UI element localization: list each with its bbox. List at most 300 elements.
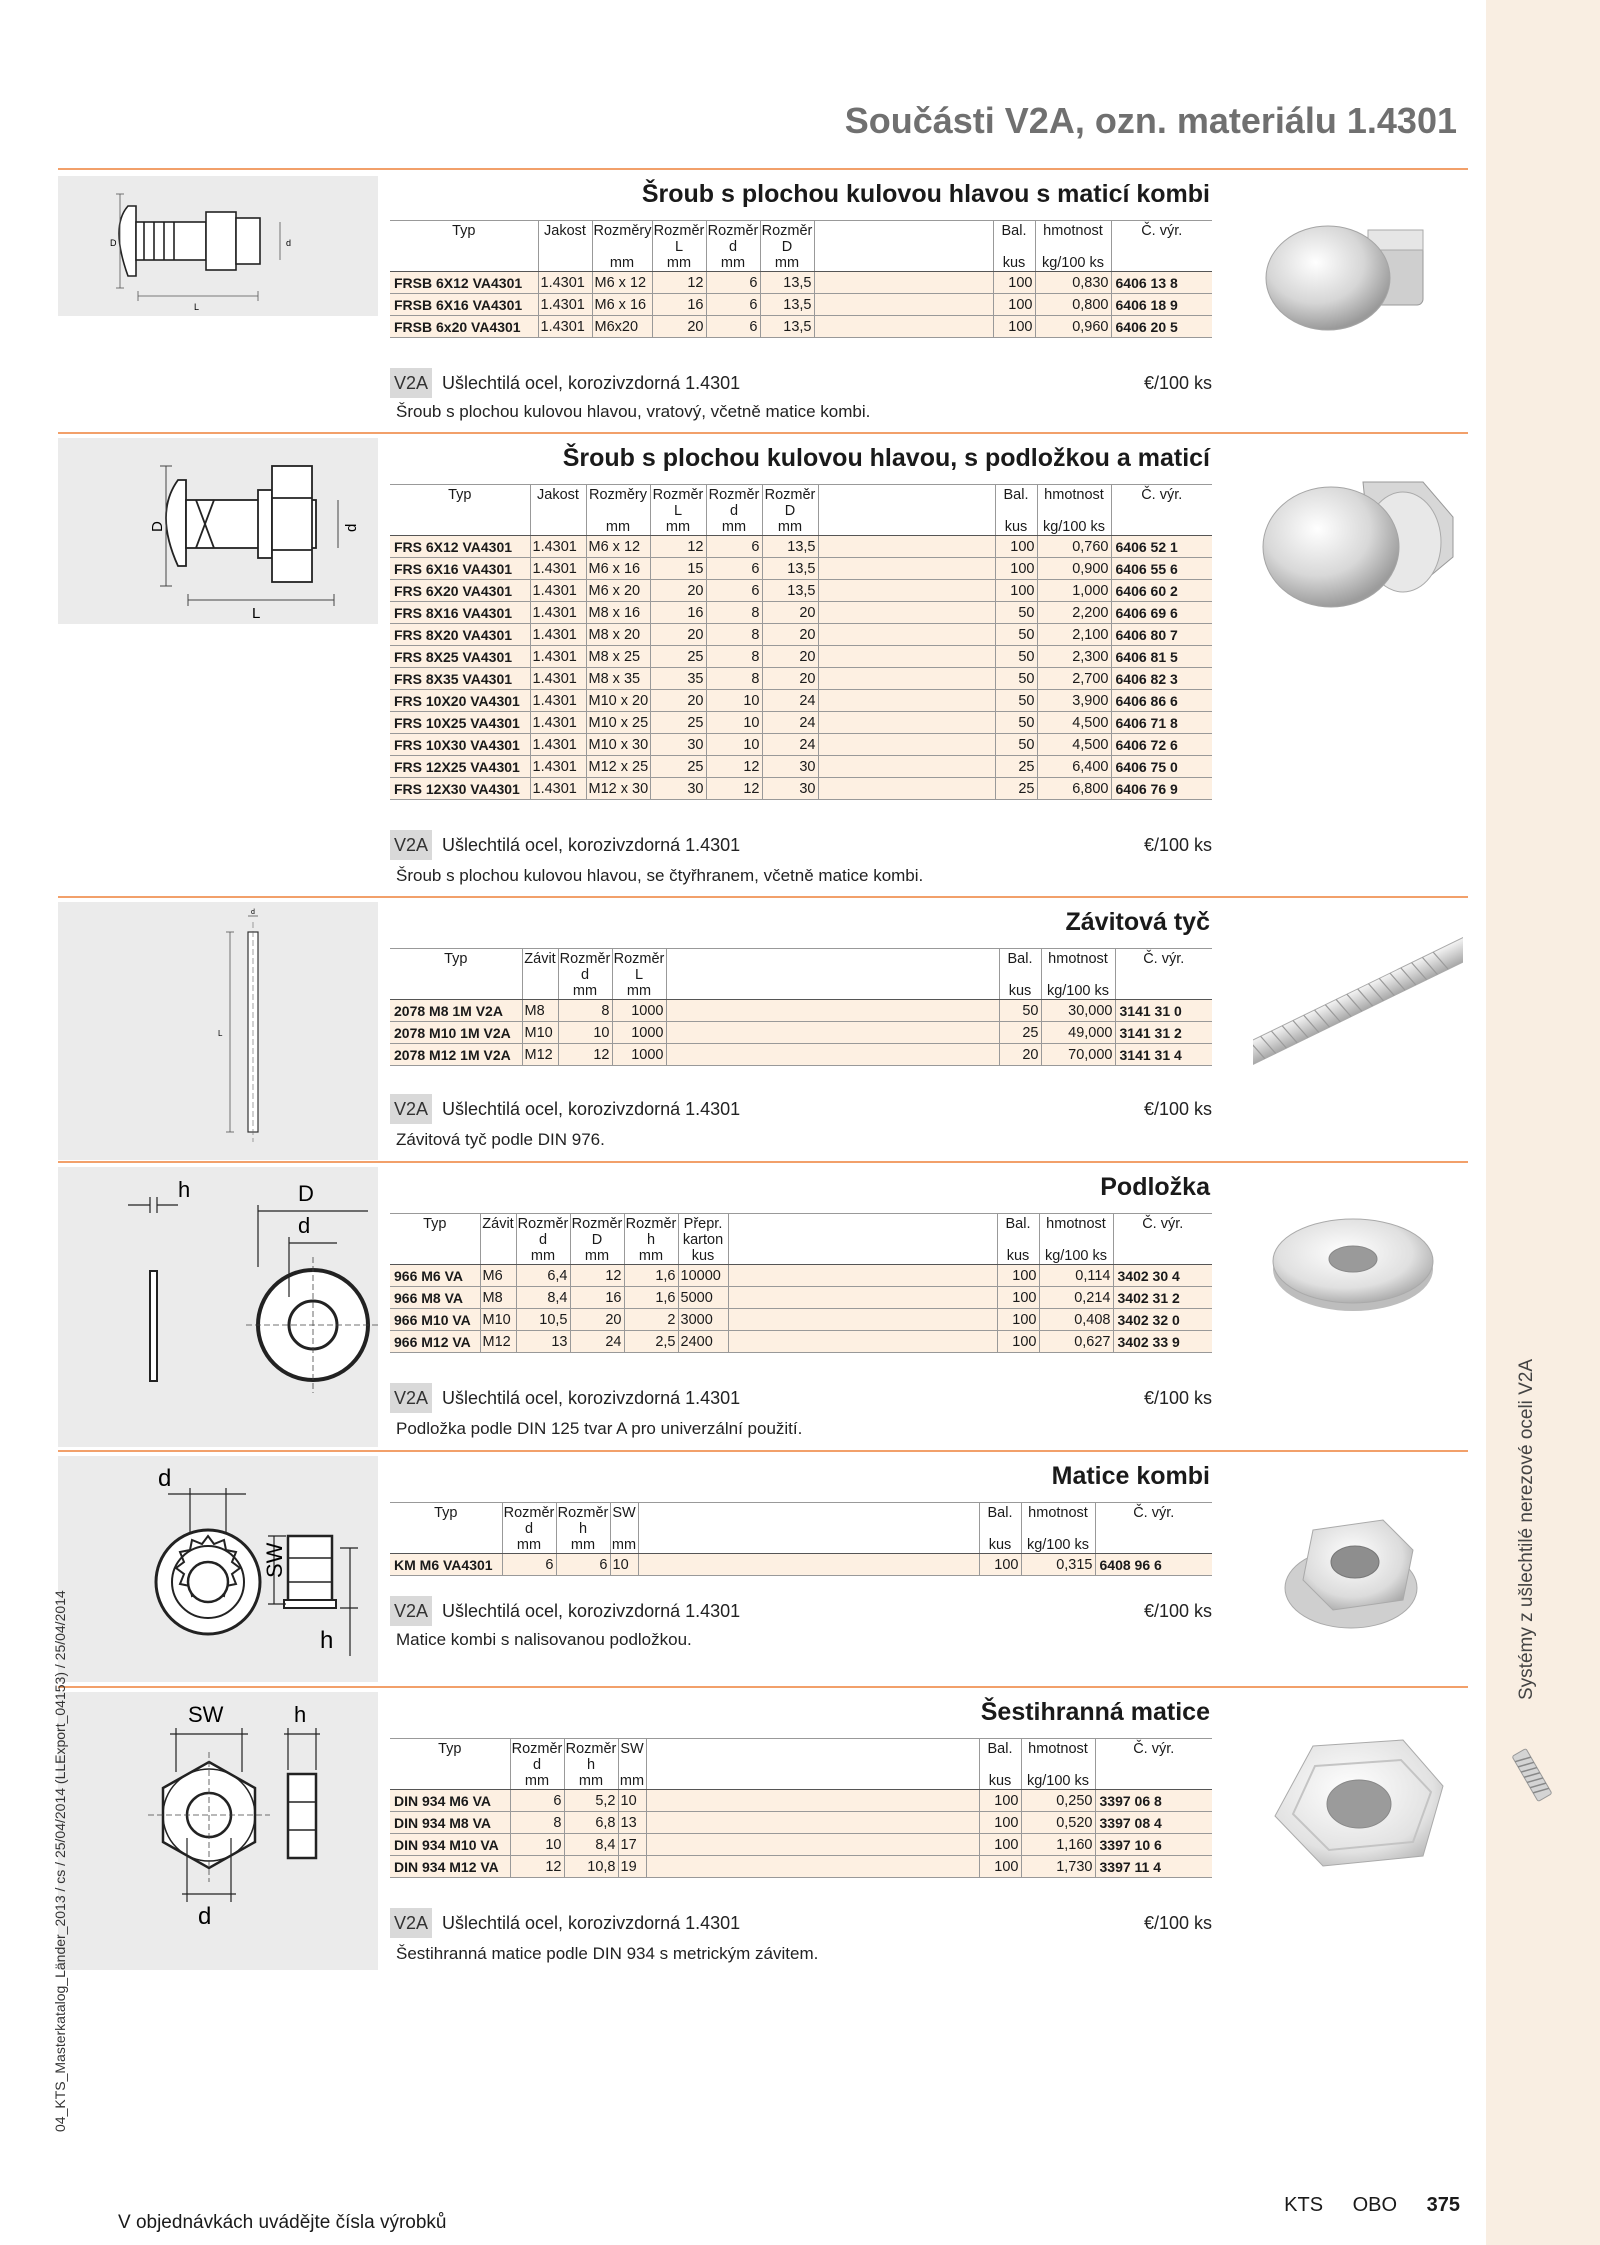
svg-text:d: d — [251, 909, 255, 916]
table-row — [390, 778, 1212, 800]
col-header: Přepr. karton — [678, 1214, 728, 1249]
threaded-rod-drawing-icon — [58, 902, 378, 1160]
article-number-cell: 6406 60 2 — [1111, 580, 1212, 602]
pack-cell: 100 — [979, 1554, 1021, 1576]
table-row — [390, 1834, 1212, 1856]
length-cell: 20 — [650, 580, 706, 602]
d-cell: 6 — [706, 316, 760, 338]
col-header: Bal. — [979, 1503, 1021, 1538]
weight-cell: 2,700 — [1037, 668, 1111, 690]
weight-cell: 30,000 — [1041, 1000, 1115, 1022]
length-cell: 15 — [650, 558, 706, 580]
d-cell: 8,4 — [516, 1287, 570, 1309]
grade-cell: 1.4301 — [538, 316, 592, 338]
type-cell: FRSB 6X16 VA4301 — [390, 294, 538, 316]
grade-cell: 1.4301 — [530, 646, 586, 668]
section-divider — [58, 1161, 1468, 1163]
pack-cell: 100 — [979, 1834, 1021, 1856]
unit-cell: mm — [619, 1773, 645, 1789]
col-header: Č. výr. — [1111, 221, 1212, 256]
material-text: Ušlechtilá ocel, korozivzdorná 1.4301 — [442, 1913, 741, 1933]
technical-drawing — [58, 176, 378, 316]
spacer-cell — [818, 558, 995, 580]
article-number-cell: 6406 76 9 — [1111, 778, 1212, 800]
col-header: Rozměr h — [564, 1739, 618, 1774]
table-row — [390, 1309, 1212, 1331]
thread-cell: M8 — [522, 1000, 558, 1022]
pack-cell: 50 — [995, 602, 1037, 624]
weight-cell: 0,760 — [1037, 536, 1111, 558]
article-number-cell: 6406 18 9 — [1111, 294, 1212, 316]
length-cell: 20 — [650, 690, 706, 712]
spacer-cell — [818, 712, 995, 734]
type-cell: DIN 934 M10 VA — [390, 1834, 510, 1856]
product-description: Matice kombi s nalisovanou podložkou. — [396, 1630, 692, 1649]
unit-cell — [666, 983, 999, 1000]
col-header: Bal. — [979, 1739, 1021, 1774]
length-cell: 16 — [652, 294, 706, 316]
section-title: Šroub s plochou kulovou hlavou s maticí kombi — [641, 180, 1210, 208]
unit-cell: kg/100 ks — [1037, 519, 1111, 536]
type-cell: FRS 8X20 VA4301 — [390, 624, 530, 646]
article-number-cell: 6406 80 7 — [1111, 624, 1212, 646]
col-header: Rozměr d — [502, 1503, 556, 1538]
col-header: Rozměr L — [652, 221, 706, 256]
unit-cell: kus — [995, 519, 1037, 536]
article-number-cell: 3397 10 6 — [1095, 1834, 1212, 1856]
svg-text:d: d — [286, 238, 292, 248]
unit-cell: kus — [979, 1773, 1021, 1790]
article-number-cell: 3397 11 4 — [1095, 1856, 1212, 1878]
spacer-cell — [646, 1856, 979, 1878]
h-cell: 1,6 — [624, 1265, 678, 1287]
table-row — [390, 1554, 1212, 1576]
col-header: Č. výr. — [1095, 1503, 1212, 1538]
pack-cell: 100 — [993, 272, 1035, 294]
type-cell: DIN 934 M6 VA — [390, 1790, 510, 1812]
price-unit: €/100 ks — [1143, 1099, 1212, 1119]
table-row — [390, 1790, 1212, 1812]
col-header: Bal. — [993, 221, 1035, 256]
spacer-cell — [814, 316, 993, 338]
product-description: Podložka podle DIN 125 tvar A pro univerzální použití. — [396, 1419, 803, 1438]
product-table — [390, 1502, 1212, 1576]
D-cell: 24 — [570, 1331, 624, 1353]
col-header: Rozměr d — [706, 221, 760, 256]
size-cell: M10 x 20 — [586, 690, 650, 712]
article-number-cell: 3397 06 8 — [1095, 1790, 1212, 1812]
unit-cell: kus — [993, 255, 1035, 272]
pack-cell: 100 — [993, 294, 1035, 316]
svg-text:L: L — [194, 302, 200, 312]
section-carriage-bolt-washer-nut — [58, 432, 1468, 894]
h-cell: 1,6 — [624, 1287, 678, 1309]
col-header: Závit — [480, 1214, 516, 1249]
length-cell: 16 — [650, 602, 706, 624]
weight-cell: 0,214 — [1039, 1287, 1113, 1309]
article-number-cell: 6406 69 6 — [1111, 602, 1212, 624]
weight-cell: 0,960 — [1035, 316, 1111, 338]
hex-nut-photo — [1253, 1726, 1463, 1886]
spacer-cell — [646, 1834, 979, 1856]
material-line — [390, 368, 1212, 398]
h-cell: 6,8 — [564, 1812, 618, 1834]
d-cell: 8 — [706, 646, 762, 668]
svg-text:h: h — [178, 1177, 191, 1202]
D-cell: 24 — [762, 690, 818, 712]
article-number-cell: 6406 72 6 — [1111, 734, 1212, 756]
unit-cell: mm — [570, 1248, 624, 1265]
unit-cell: mm — [706, 519, 762, 536]
threaded-rod-photo — [1253, 916, 1463, 1086]
pack-cell: 50 — [995, 734, 1037, 756]
unit-cell — [1095, 1773, 1212, 1790]
unit-cell — [1111, 519, 1212, 536]
d-cell: 6,4 — [516, 1265, 570, 1287]
material-text: Ušlechtilá ocel, korozivzdorná 1.4301 — [442, 373, 741, 393]
grade-cell: 1.4301 — [530, 778, 586, 800]
weight-cell: 0,900 — [1037, 558, 1111, 580]
sw-cell: 10 — [618, 1790, 646, 1812]
unit-cell — [390, 983, 522, 1000]
spacer-cell — [728, 1287, 997, 1309]
D-cell: 20 — [762, 668, 818, 690]
unit-cell — [538, 255, 592, 272]
pack-cell: 50 — [995, 646, 1037, 668]
col-header: Č. výr. — [1095, 1739, 1212, 1774]
footer-brand-page — [1260, 2194, 1460, 2217]
d-cell: 6 — [706, 558, 762, 580]
col-spacer — [666, 949, 999, 984]
grade-cell: 1.4301 — [530, 690, 586, 712]
unit-cell — [480, 1248, 516, 1265]
col-spacer — [646, 1739, 979, 1774]
article-number-cell: 6406 86 6 — [1111, 690, 1212, 712]
carriage-bolt-photo — [1253, 200, 1463, 350]
price-unit: €/100 ks — [1143, 1913, 1212, 1933]
spacer-cell — [638, 1554, 979, 1576]
col-spacer — [638, 1503, 979, 1538]
col-header: Závit — [522, 949, 558, 984]
table-row — [390, 1856, 1212, 1878]
article-number-cell: 3402 33 9 — [1113, 1331, 1212, 1353]
section-title: Podložka — [1100, 1173, 1210, 1201]
footer-brand-obo: OBO — [1352, 2194, 1398, 2216]
unit-cell: mm — [558, 983, 612, 1000]
pack-cell: 100 — [995, 558, 1037, 580]
type-cell: FRS 10X20 VA4301 — [390, 690, 530, 712]
pack-cell: 100 — [995, 536, 1037, 558]
d-cell: 10 — [558, 1022, 612, 1044]
length-cell: 30 — [650, 734, 706, 756]
col-header: Bal. — [997, 1214, 1039, 1249]
table-row — [390, 1000, 1212, 1022]
table-row — [390, 668, 1212, 690]
unit-cell — [522, 983, 558, 1000]
unit-cell — [818, 519, 995, 536]
d-cell: 10 — [706, 712, 762, 734]
col-header: SW — [618, 1739, 646, 1774]
col-header: Rozměr L — [612, 949, 666, 984]
section-carriage-bolt-combi — [58, 170, 1468, 428]
unit-cell: kus — [678, 1248, 728, 1265]
col-header: Typ — [390, 949, 522, 984]
product-table — [390, 1738, 1212, 1878]
section-divider — [58, 432, 1468, 434]
section-title: Závitová tyč — [1065, 908, 1210, 936]
col-spacer — [814, 221, 993, 256]
weight-cell: 70,000 — [1041, 1044, 1115, 1066]
pack-cell: 50 — [995, 690, 1037, 712]
d-cell: 8 — [558, 1000, 612, 1022]
size-cell: M8 x 25 — [586, 646, 650, 668]
material-line — [390, 1094, 1212, 1124]
price-unit: €/100 ks — [1143, 1388, 1212, 1408]
section-divider — [58, 896, 1468, 898]
col-header: Rozměr d — [516, 1214, 570, 1249]
col-header: Bal. — [999, 949, 1041, 984]
spacer-cell — [818, 624, 995, 646]
unit-cell: kg/100 ks — [1041, 983, 1115, 1000]
pack-cell: 100 — [997, 1331, 1039, 1353]
type-cell: FRS 8X25 VA4301 — [390, 646, 530, 668]
weight-cell: 0,830 — [1035, 272, 1111, 294]
d-cell: 8 — [510, 1812, 564, 1834]
unit-cell: mm — [564, 1773, 618, 1790]
col-header: Č. výr. — [1113, 1214, 1212, 1249]
svg-text:d: d — [343, 523, 360, 532]
type-cell: 2078 M8 1M V2A — [390, 1000, 522, 1022]
article-number-cell: 3402 31 2 — [1113, 1287, 1212, 1309]
table-row — [390, 690, 1212, 712]
weight-cell: 1,000 — [1037, 580, 1111, 602]
unit-cell — [390, 1773, 510, 1790]
D-cell: 12 — [570, 1265, 624, 1287]
sw-cell: 19 — [618, 1856, 646, 1878]
D-cell: 24 — [762, 712, 818, 734]
col-header: Rozměry — [586, 485, 650, 520]
washer-drawing-icon — [58, 1167, 378, 1447]
D-cell: 20 — [762, 624, 818, 646]
col-header: hmotnost — [1021, 1739, 1095, 1774]
type-cell: 2078 M12 1M V2A — [390, 1044, 522, 1066]
table-row — [390, 272, 1212, 294]
pack-cell: 50 — [995, 712, 1037, 734]
type-cell: 966 M10 VA — [390, 1309, 480, 1331]
svg-text:h: h — [294, 1702, 307, 1727]
h-cell: 5,2 — [564, 1790, 618, 1812]
unit-cell — [646, 1773, 979, 1790]
pack-cell: 50 — [995, 624, 1037, 646]
size-cell: M10 x 25 — [586, 712, 650, 734]
col-header: Rozměr D — [762, 485, 818, 520]
table-row — [390, 580, 1212, 602]
sw-cell: 13 — [618, 1812, 646, 1834]
thread-cell: M6 — [480, 1265, 516, 1287]
article-number-cell: 6406 55 6 — [1111, 558, 1212, 580]
weight-cell: 49,000 — [1041, 1022, 1115, 1044]
article-number-cell: 3397 08 4 — [1095, 1812, 1212, 1834]
col-spacer — [728, 1214, 997, 1249]
product-table — [390, 948, 1212, 1066]
technical-drawing — [58, 438, 378, 624]
length-cell: 20 — [652, 316, 706, 338]
type-cell: 966 M12 VA — [390, 1331, 480, 1353]
table-row — [390, 756, 1212, 778]
svg-text:L: L — [218, 1029, 223, 1038]
weight-cell: 0,315 — [1021, 1554, 1095, 1576]
unit-cell: kg/100 ks — [1039, 1248, 1113, 1265]
grade-cell: 1.4301 — [538, 272, 592, 294]
type-cell: FRSB 6X12 VA4301 — [390, 272, 538, 294]
unit-cell: kus — [999, 983, 1041, 1000]
article-number-cell: 3141 31 4 — [1115, 1044, 1212, 1066]
h-cell: 2,5 — [624, 1331, 678, 1353]
length-cell: 1000 — [612, 1022, 666, 1044]
D-cell: 13,5 — [762, 580, 818, 602]
unit-cell — [390, 519, 530, 536]
thread-cell: M10 — [480, 1309, 516, 1331]
product-description: Šroub s plochou kulovou hlavou, se čtyřhranem, včetně matice kombi. — [396, 866, 924, 885]
unit-cell — [1111, 255, 1212, 272]
thread-cell: M12 — [522, 1044, 558, 1066]
type-cell: DIN 934 M8 VA — [390, 1812, 510, 1834]
pack-cell: 100 — [997, 1265, 1039, 1287]
col-header: Typ — [390, 1503, 502, 1538]
h-cell: 10,8 — [564, 1856, 618, 1878]
size-cell: M12 x 25 — [586, 756, 650, 778]
h-cell: 8,4 — [564, 1834, 618, 1856]
article-number-cell: 6406 52 1 — [1111, 536, 1212, 558]
article-number-cell: 6408 96 6 — [1095, 1554, 1212, 1576]
bolt-washer-drawing-icon — [58, 438, 378, 624]
D-cell: 20 — [762, 602, 818, 624]
pack-cell: 100 — [995, 580, 1037, 602]
D-cell: 30 — [762, 778, 818, 800]
d-cell: 6 — [510, 1790, 564, 1812]
d-cell: 10,5 — [516, 1309, 570, 1331]
unit-cell: kg/100 ks — [1035, 255, 1111, 272]
unit-cell — [390, 255, 538, 272]
weight-cell: 4,500 — [1037, 712, 1111, 734]
weight-cell: 0,408 — [1039, 1309, 1113, 1331]
spacer-cell — [818, 734, 995, 756]
spacer-cell — [818, 580, 995, 602]
section-title: Šroub s plochou kulovou hlavou, s podložkou a maticí — [562, 444, 1210, 472]
col-header: Typ — [390, 1214, 480, 1249]
type-cell: FRS 6X16 VA4301 — [390, 558, 530, 580]
article-number-cell: 3402 30 4 — [1113, 1265, 1212, 1287]
spacer-cell — [818, 602, 995, 624]
D-cell: 13,5 — [760, 272, 814, 294]
grade-cell: 1.4301 — [538, 294, 592, 316]
svg-text:D: D — [110, 238, 117, 248]
spacer-cell — [666, 1022, 999, 1044]
length-cell: 25 — [650, 712, 706, 734]
product-description: Šestihranná matice podle DIN 934 s metrickým závitem. — [396, 1944, 819, 1963]
d-cell: 8 — [706, 624, 762, 646]
unit-cell: kus — [997, 1248, 1039, 1265]
D-cell: 24 — [762, 734, 818, 756]
material-badge: V2A — [390, 368, 432, 398]
col-header: Typ — [390, 485, 530, 520]
svg-text:d: d — [298, 1213, 311, 1238]
article-number-cell: 3141 31 2 — [1115, 1022, 1212, 1044]
pack-cell: 25 — [995, 778, 1037, 800]
length-cell: 25 — [650, 756, 706, 778]
material-line — [390, 1383, 1212, 1413]
type-cell: KM M6 VA4301 — [390, 1554, 502, 1576]
unit-cell — [814, 255, 993, 272]
grade-cell: 1.4301 — [530, 624, 586, 646]
type-cell: 966 M8 VA — [390, 1287, 480, 1309]
grade-cell: 1.4301 — [530, 580, 586, 602]
product-description: Šroub s plochou kulovou hlavou, vratový, včetně matice kombi. — [396, 402, 871, 421]
d-cell: 8 — [706, 602, 762, 624]
col-header: Rozměr D — [570, 1214, 624, 1249]
unit-cell: mm — [586, 519, 650, 536]
carton-cell: 3000 — [678, 1309, 728, 1331]
D-cell: 20 — [570, 1309, 624, 1331]
length-cell: 12 — [650, 536, 706, 558]
unit-cell — [530, 519, 586, 536]
product-table — [390, 1213, 1212, 1353]
size-cell: M10 x 30 — [586, 734, 650, 756]
carton-cell: 10000 — [678, 1265, 728, 1287]
unit-cell: mm — [624, 1248, 678, 1265]
col-header: Rozměr d — [558, 949, 612, 984]
col-header: Jakost — [530, 485, 586, 520]
unit-cell — [390, 1537, 502, 1554]
material-badge: V2A — [390, 1383, 432, 1413]
technical-drawing — [58, 1456, 378, 1682]
size-cell: M6 x 12 — [586, 536, 650, 558]
col-header: Č. výr. — [1115, 949, 1212, 984]
unit-cell — [638, 1537, 979, 1554]
section-title: Matice kombi — [1051, 1462, 1210, 1490]
weight-cell: 2,300 — [1037, 646, 1111, 668]
size-cell: M8 x 20 — [586, 624, 650, 646]
bolt-drawing-icon — [58, 176, 378, 316]
table-row — [390, 1331, 1212, 1353]
d-cell: 12 — [510, 1856, 564, 1878]
svg-text:d: d — [198, 1903, 212, 1930]
unit-cell — [1095, 1537, 1212, 1554]
size-cell: M6x20 — [592, 316, 652, 338]
col-header: Rozměr h — [556, 1503, 610, 1538]
col-header: hmotnost — [1039, 1214, 1113, 1249]
footer-order-note: V objednávkách uvádějte čísla výrobků — [118, 2212, 447, 2233]
table-row — [390, 316, 1212, 338]
size-cell: M8 x 16 — [586, 602, 650, 624]
svg-text:SW: SW — [262, 1542, 287, 1578]
spacer-cell — [666, 1000, 999, 1022]
type-cell: FRS 6X12 VA4301 — [390, 536, 530, 558]
price-unit: €/100 ks — [1143, 373, 1212, 393]
weight-cell: 2,200 — [1037, 602, 1111, 624]
grade-cell: 1.4301 — [530, 668, 586, 690]
table-row — [390, 1812, 1212, 1834]
pack-cell: 20 — [999, 1044, 1041, 1066]
svg-text:SW: SW — [188, 1702, 224, 1727]
size-cell: M8 x 35 — [586, 668, 650, 690]
section-title: Šestihranná matice — [980, 1698, 1210, 1726]
price-unit: €/100 ks — [1143, 1601, 1212, 1621]
col-header: SW — [610, 1503, 638, 1538]
technical-drawing — [58, 1167, 378, 1447]
D-cell: 16 — [570, 1287, 624, 1309]
article-number-cell: 3141 31 0 — [1115, 1000, 1212, 1022]
